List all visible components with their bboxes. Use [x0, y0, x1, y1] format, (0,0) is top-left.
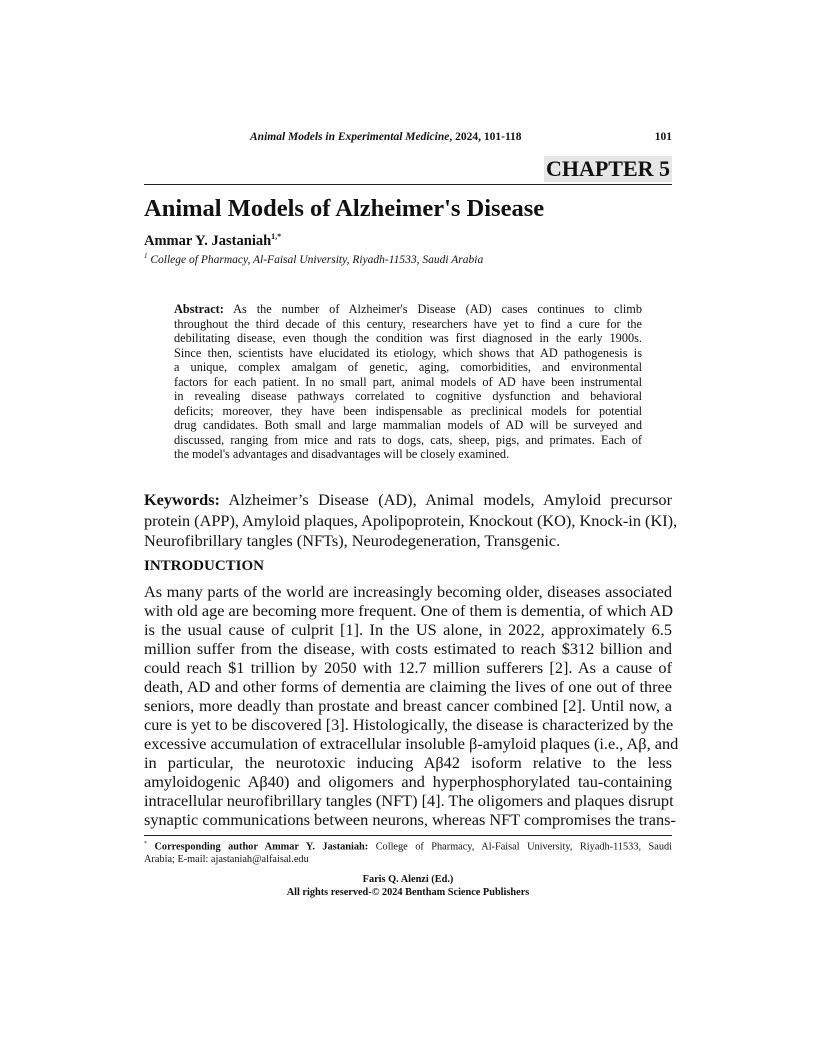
header-rule	[144, 184, 672, 185]
text-line	[174, 302, 642, 317]
footnote-label: Corresponding author Ammar Y. Jastaniah:	[147, 841, 369, 853]
text-line	[144, 772, 672, 791]
text-line	[144, 853, 672, 866]
line-text: death, AD and other forms of dementia are claiming the lives of one out of three	[144, 677, 672, 696]
text-line	[174, 331, 642, 346]
text-line	[144, 582, 672, 601]
affiliation	[144, 249, 483, 267]
line-text: seniors, more deadly than prostate and breast cancer combined [2]. Until now, a	[144, 696, 672, 715]
line-text: the model's advantages and disadvantages will be closely examined.	[174, 447, 510, 461]
chapter-label: CHAPTER 5	[545, 156, 670, 181]
text-line	[174, 447, 642, 462]
author-sup: 1,*	[271, 232, 282, 241]
line-text: drug candidates. Both small and large mammalian models of AD will be surveyed and	[174, 418, 642, 432]
line-text: with old age are becoming more frequent. One of them is dementia, of which AD	[144, 601, 673, 620]
line-text: is the usual cause of culprit [1]. In the US alone, in 2022, approximately 6.5	[144, 620, 672, 639]
running-header	[144, 130, 672, 146]
text-line	[144, 753, 672, 772]
line-text: could reach $1 trillion by 2050 with 12.7 million sufferers [2]. As a cause of	[144, 658, 672, 677]
text-line	[144, 677, 672, 696]
line-text: College of Pharmacy, Al-Faisal University, Riyadh-11533, Saudi	[368, 841, 672, 853]
keywords	[144, 490, 678, 552]
line-text: Arabia; E-mail: ajastaniah@alfaisal.edu	[144, 854, 309, 866]
editor-name: Faris Q. Alenzi (Ed.)	[362, 874, 454, 885]
line-text: As many parts of the world are increasingly becoming older, diseases associated	[144, 582, 672, 601]
footnote-rule	[144, 835, 672, 836]
text-line	[144, 791, 672, 810]
text-line	[144, 531, 672, 552]
line-text: excessive accumulation of extracellular insoluble β-amyloid plaques (i.e., Aβ, and	[144, 734, 679, 753]
text-line	[174, 317, 642, 332]
text-line	[174, 433, 642, 448]
journal-name: Animal Models in Experimental Medicine	[250, 131, 450, 143]
text-line	[144, 658, 672, 677]
text-line	[144, 838, 672, 853]
text-line	[174, 389, 642, 404]
section-heading: INTRODUCTION	[144, 558, 265, 574]
footnote-marker: *	[144, 841, 147, 847]
text-line	[174, 360, 642, 375]
line-text: synaptic communications between neurons, whereas NFT compromises the trans-	[144, 810, 676, 829]
abstract-label: Abstract:	[174, 302, 224, 316]
text-line	[144, 734, 679, 753]
copyright: All rights reserved-© 2024 Bentham Science Publishers	[286, 887, 530, 898]
text-line	[174, 404, 642, 419]
line-text: in particular, the neurotoxic inducing Aβ42 isoform relative to the less	[144, 753, 672, 772]
affiliation-sup: 1	[144, 252, 148, 260]
line-text: in revealing disease pathways correlated to cognitive dysfunction and behavioral	[174, 389, 642, 403]
author	[144, 228, 281, 250]
line-text: million suffer from the disease, with costs estimated to reach $312 billion and	[144, 639, 672, 658]
line-text: deficits; moreover, they have been indispensable as preclinical models for potential	[174, 403, 642, 418]
author-name: Ammar Y. Jastaniah	[144, 232, 272, 249]
keywords-label: Keywords:	[144, 490, 220, 509]
introduction-paragraph	[144, 582, 679, 829]
line-text: a unique, complex amalgam of genetic, aging, comorbidities, and environmental	[174, 360, 642, 374]
line-text: discussed, ranging from mice and rats to dogs, cats, sheep, pigs, and primates. Each of	[174, 432, 642, 447]
abstract	[174, 302, 642, 462]
line-text: throughout the third decade of this century, researchers have yet to find a cure for the	[174, 316, 642, 331]
line-text: cure is yet to be discovered [3]. Histologically, the disease is characterized by the	[144, 715, 674, 734]
text-line	[144, 510, 678, 532]
text-line	[174, 418, 642, 433]
line-text: Neurofibrillary tangles (NFTs), Neurodegeneration, Transgenic.	[144, 531, 561, 550]
text-line	[144, 490, 672, 511]
line-text: amyloidogenic Aβ40) and oligomers and hyperphosphorylated tau-containing	[144, 772, 672, 791]
affiliation-text: College of Pharmacy, Al-Faisal University, Riyadh-11533, Saudi Arabia	[147, 253, 484, 266]
line-text: intracellular neurofibrillary tangles (NFT) [4]. The oligomers and plaques disrupt	[144, 791, 674, 810]
page-title: Animal Models of Alzheimer's Disease	[144, 195, 545, 222]
line-text: As the number of Alzheimer's Disease (AD) cases continues to climb	[223, 302, 642, 316]
page-number: 101	[654, 131, 672, 143]
text-line	[144, 601, 672, 620]
text-line	[144, 715, 672, 734]
line-text: protein (APP), Amyloid plaques, Apolipoprotein, Knockout (KO), Knock-in (KI),	[144, 510, 678, 530]
text-line	[144, 810, 676, 829]
text-line	[144, 639, 672, 658]
text-line	[174, 346, 642, 361]
journal-details: , 2024, 101-118	[449, 131, 522, 143]
line-text: debilitating disease, even though the condition was first diagnosed in the early 1900s.	[174, 331, 642, 345]
publisher-footer	[0, 873, 816, 899]
line-text: Since then, scientists have elucidated its etiology, which shows that AD pathogenesis is	[174, 345, 642, 360]
text-line	[144, 620, 672, 639]
line-text: Alzheimer’s Disease (AD), Animal models, Amyloid precursor	[219, 490, 672, 509]
text-line	[174, 375, 642, 390]
text-line	[144, 696, 672, 715]
line-text: factors for each patient. In no small part, animal models of AD have been instrumental	[174, 374, 642, 389]
footnote	[144, 838, 672, 866]
